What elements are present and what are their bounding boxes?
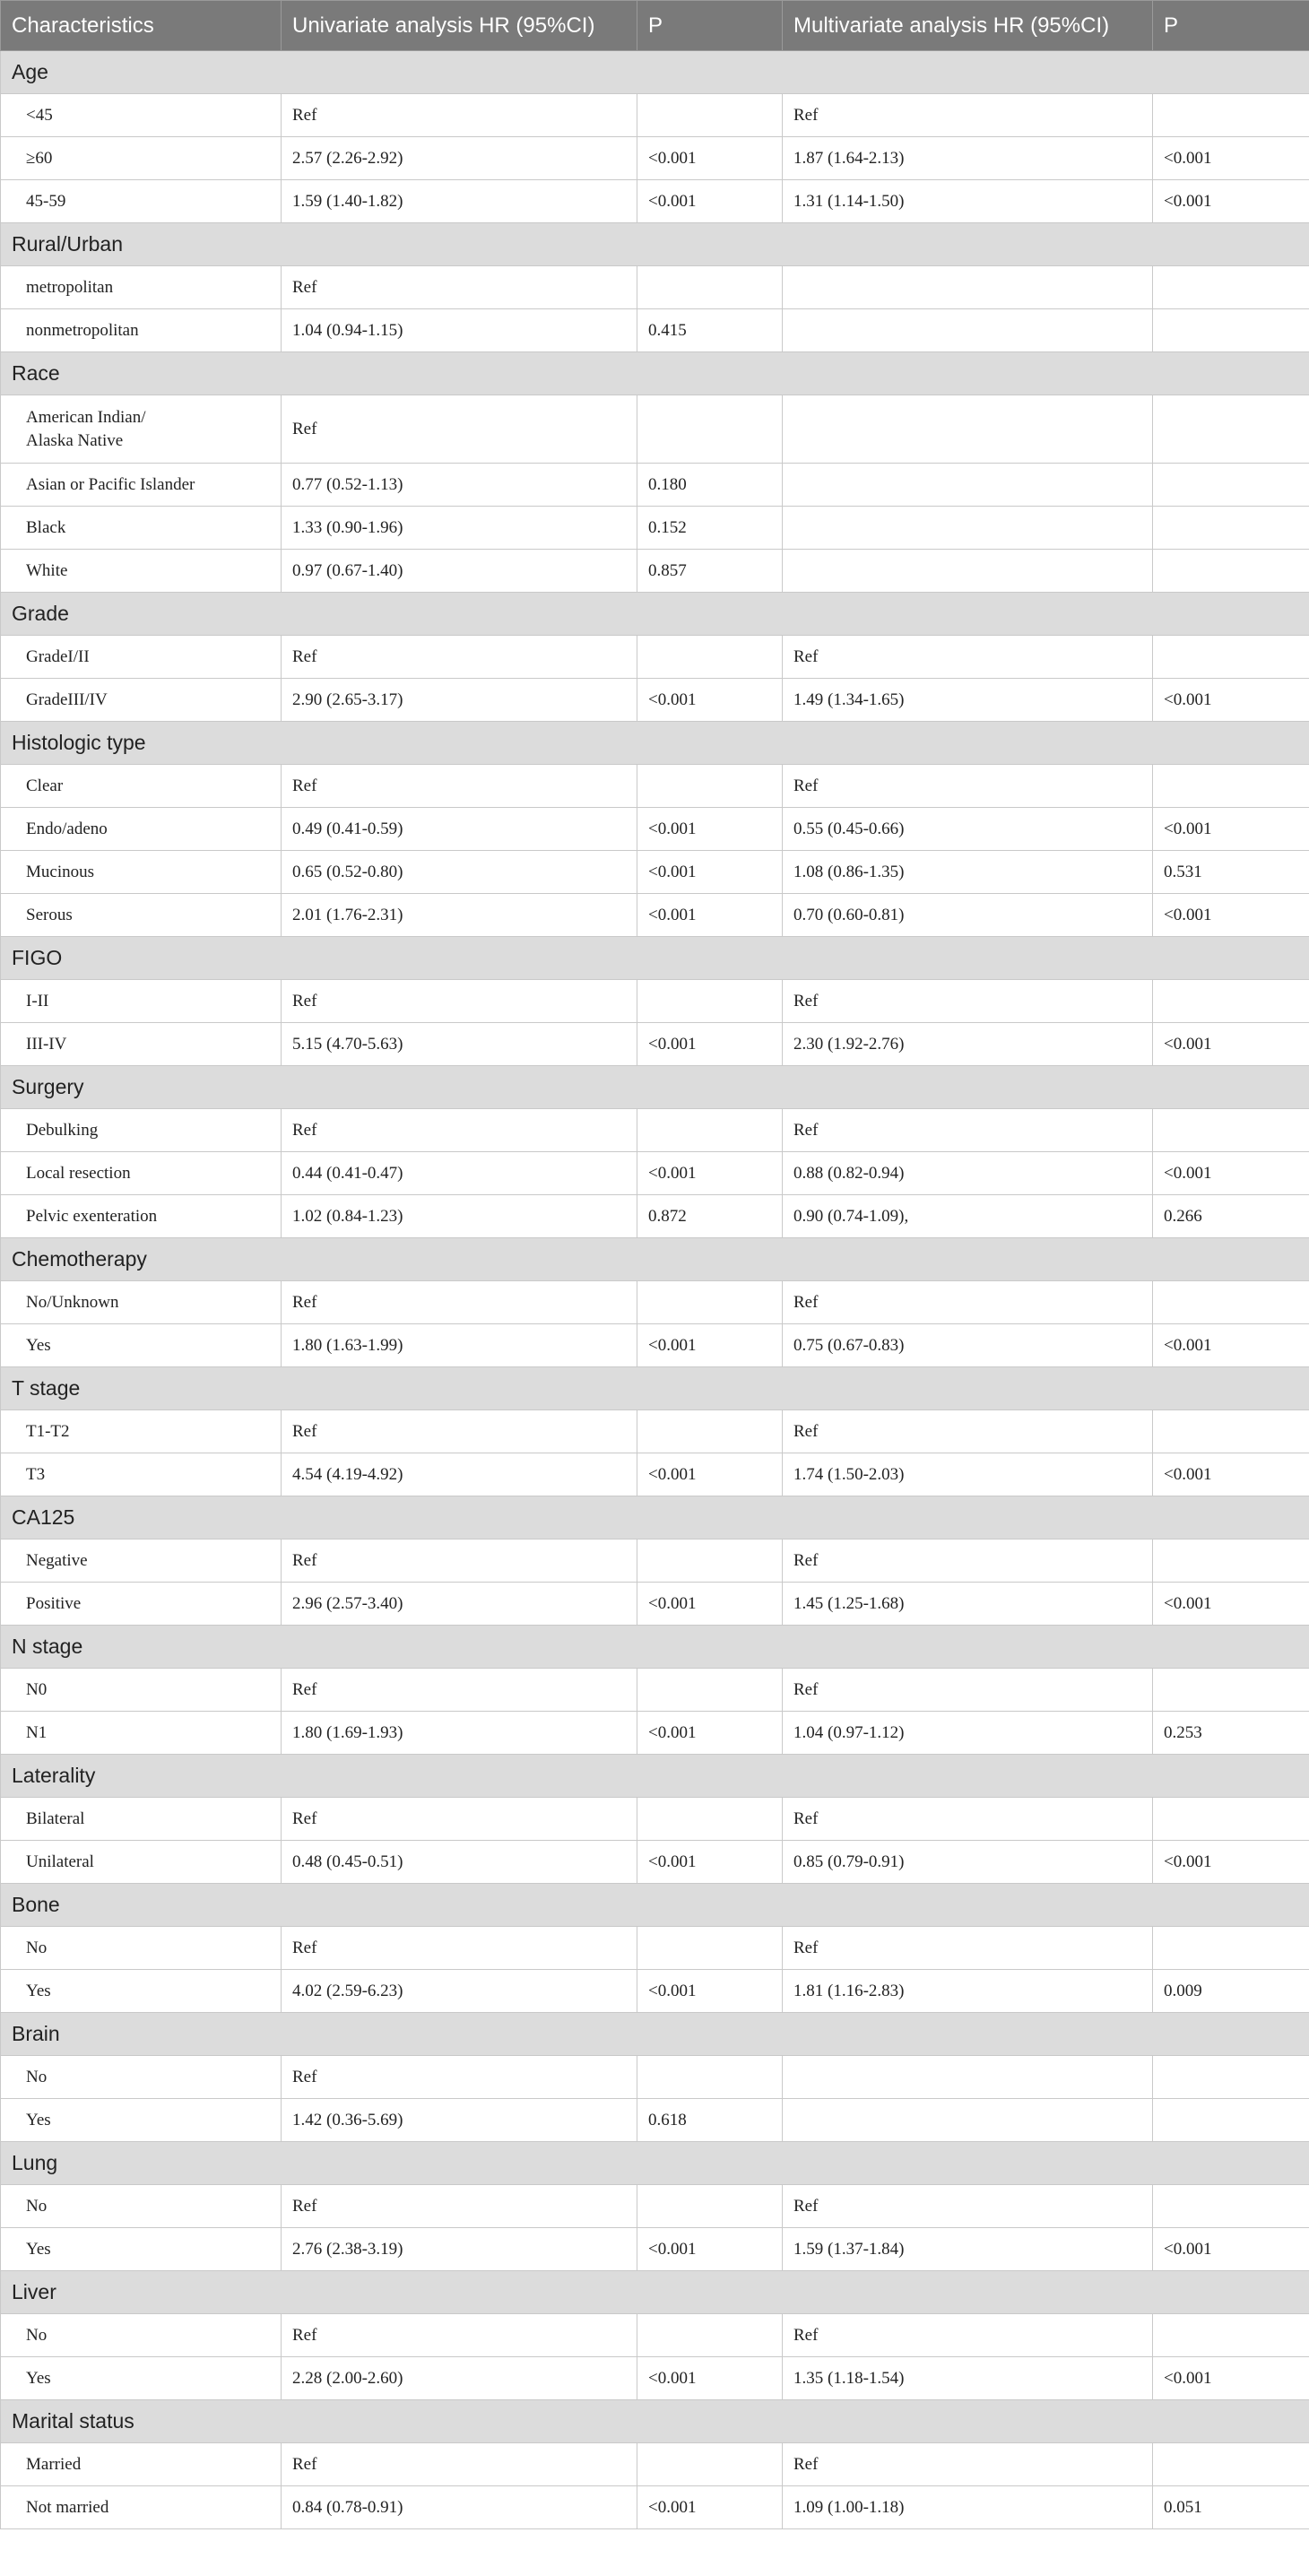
table-row [1, 137, 1309, 180]
multivariate-hr-cell: 0.90 (0.74-1.09), [783, 1195, 1153, 1238]
table-row [1, 1410, 1309, 1453]
univariate-p-cell: 0.180 [637, 464, 783, 507]
table-row [1, 180, 1309, 223]
table-row [1, 1583, 1309, 1626]
section-title: CA125 [1, 1496, 1309, 1540]
multivariate-hr-cell [783, 550, 1153, 593]
section-row [1, 352, 1309, 395]
univariate-hr-cell: 1.80 (1.69-1.93) [282, 1712, 637, 1755]
row-label: Yes [1, 2099, 282, 2142]
univariate-hr-cell: 1.02 (0.84-1.23) [282, 1195, 637, 1238]
table-row [1, 507, 1309, 550]
univariate-hr-cell: 4.54 (4.19-4.92) [282, 1453, 637, 1496]
multivariate-p-cell [1153, 2099, 1309, 2142]
row-label: 45-59 [1, 180, 282, 223]
section-title: Age [1, 51, 1309, 94]
section-row [1, 1496, 1309, 1540]
univariate-hr-cell: 2.76 (2.38-3.19) [282, 2228, 637, 2271]
univariate-p-cell [637, 2314, 783, 2357]
univariate-p-cell: <0.001 [637, 1023, 783, 1066]
multivariate-hr-cell: 0.85 (0.79-0.91) [783, 1841, 1153, 1884]
multivariate-hr-cell: 1.59 (1.37-1.84) [783, 2228, 1153, 2271]
section-title: Bone [1, 1884, 1309, 1927]
table-row [1, 2056, 1309, 2099]
univariate-p-cell [637, 1927, 783, 1970]
table-row [1, 464, 1309, 507]
univariate-hr-cell: 0.49 (0.41-0.59) [282, 808, 637, 851]
multivariate-p-cell [1153, 94, 1309, 137]
row-label-line: Alaska Native [26, 430, 124, 450]
multivariate-p-cell [1153, 2185, 1309, 2228]
table-header [1, 1, 1309, 51]
row-label: Asian or Pacific Islander [1, 464, 282, 507]
table-row [1, 1023, 1309, 1066]
univariate-hr-cell: 2.01 (1.76-2.31) [282, 894, 637, 937]
multivariate-hr-cell [783, 2099, 1153, 2142]
row-label: No [1, 1927, 282, 1970]
table-row [1, 1152, 1309, 1195]
multivariate-p-cell [1153, 464, 1309, 507]
multivariate-p-cell: <0.001 [1153, 1841, 1309, 1884]
table-row [1, 851, 1309, 894]
multivariate-p-cell [1153, 1109, 1309, 1152]
univariate-hr-cell: 4.02 (2.59-6.23) [282, 1970, 637, 2013]
row-label: White [1, 550, 282, 593]
univariate-hr-cell: 0.44 (0.41-0.47) [282, 1152, 637, 1195]
table-row [1, 1324, 1309, 1367]
univariate-hr-cell: 2.90 (2.65-3.17) [282, 679, 637, 722]
multivariate-hr-cell: 1.87 (1.64-2.13) [783, 137, 1153, 180]
multivariate-p-cell: <0.001 [1153, 1152, 1309, 1195]
multivariate-p-cell [1153, 1927, 1309, 1970]
univariate-hr-cell: Ref [282, 266, 637, 309]
univariate-p-cell: <0.001 [637, 2486, 783, 2529]
section-row [1, 1066, 1309, 1109]
section-title: Lung [1, 2142, 1309, 2185]
multivariate-hr-cell: 1.45 (1.25-1.68) [783, 1583, 1153, 1626]
row-label: Pelvic exenteration [1, 1195, 282, 1238]
multivariate-p-cell: <0.001 [1153, 2357, 1309, 2400]
univariate-p-cell [637, 2443, 783, 2486]
multivariate-hr-cell: Ref [783, 636, 1153, 679]
multivariate-hr-cell [783, 464, 1153, 507]
multivariate-hr-cell [783, 507, 1153, 550]
row-label: GradeI/II [1, 636, 282, 679]
section-row [1, 2271, 1309, 2314]
table-row [1, 1841, 1309, 1884]
table-row [1, 894, 1309, 937]
univariate-p-cell [637, 2056, 783, 2099]
univariate-p-cell: <0.001 [637, 679, 783, 722]
row-label: No [1, 2056, 282, 2099]
multivariate-p-cell [1153, 2314, 1309, 2357]
section-title: Laterality [1, 1755, 1309, 1798]
multivariate-p-cell: <0.001 [1153, 2228, 1309, 2271]
row-label: I-II [1, 980, 282, 1023]
row-label: Clear [1, 765, 282, 808]
row-label: N1 [1, 1712, 282, 1755]
multivariate-hr-cell: Ref [783, 2185, 1153, 2228]
table-row [1, 2099, 1309, 2142]
multivariate-p-cell: <0.001 [1153, 1023, 1309, 1066]
univariate-hr-cell: Ref [282, 1109, 637, 1152]
section-row [1, 2013, 1309, 2056]
multivariate-p-cell: <0.001 [1153, 180, 1309, 223]
row-label: Married [1, 2443, 282, 2486]
univariate-p-cell [637, 266, 783, 309]
section-row [1, 1367, 1309, 1410]
multivariate-hr-cell: Ref [783, 94, 1153, 137]
multivariate-hr-cell: Ref [783, 1798, 1153, 1841]
multivariate-p-cell [1153, 395, 1309, 464]
univariate-p-cell: <0.001 [637, 1841, 783, 1884]
row-label: ≥60 [1, 137, 282, 180]
multivariate-hr-cell: Ref [783, 1281, 1153, 1324]
multivariate-hr-cell: Ref [783, 1669, 1153, 1712]
multivariate-hr-cell: Ref [783, 980, 1153, 1023]
univariate-hr-cell: Ref [282, 1669, 637, 1712]
univariate-p-cell: <0.001 [637, 2357, 783, 2400]
row-label: Negative [1, 1540, 282, 1583]
row-label: Debulking [1, 1109, 282, 1152]
row-label: Black [1, 507, 282, 550]
univariate-p-cell [637, 636, 783, 679]
section-row [1, 1755, 1309, 1798]
univariate-p-cell [637, 94, 783, 137]
univariate-p-cell: <0.001 [637, 1583, 783, 1626]
multivariate-p-cell [1153, 1798, 1309, 1841]
multivariate-p-cell [1153, 636, 1309, 679]
table-row [1, 309, 1309, 352]
table-row [1, 1669, 1309, 1712]
multivariate-hr-cell: Ref [783, 2314, 1153, 2357]
row-label: Bilateral [1, 1798, 282, 1841]
table-row [1, 679, 1309, 722]
univariate-p-cell [637, 395, 783, 464]
section-row [1, 1626, 1309, 1669]
row-label: Yes [1, 2228, 282, 2271]
header-p-univariate: P [637, 1, 783, 51]
univariate-hr-cell: 1.33 (0.90-1.96) [282, 507, 637, 550]
row-label-line: American Indian/ [26, 407, 146, 427]
univariate-hr-cell: Ref [282, 2314, 637, 2357]
row-label: Serous [1, 894, 282, 937]
univariate-hr-cell: 1.59 (1.40-1.82) [282, 180, 637, 223]
multivariate-p-cell: 0.009 [1153, 1970, 1309, 2013]
multivariate-hr-cell: 1.49 (1.34-1.65) [783, 679, 1153, 722]
univariate-p-cell: 0.152 [637, 507, 783, 550]
univariate-p-cell [637, 1410, 783, 1453]
multivariate-p-cell: <0.001 [1153, 808, 1309, 851]
header-p-multivariate: P [1153, 1, 1309, 51]
row-label: Mucinous [1, 851, 282, 894]
table-row [1, 2228, 1309, 2271]
multivariate-p-cell: <0.001 [1153, 1583, 1309, 1626]
univariate-hr-cell: Ref [282, 980, 637, 1023]
table-row [1, 2185, 1309, 2228]
univariate-p-cell: <0.001 [637, 137, 783, 180]
row-label: Positive [1, 1583, 282, 1626]
header-multivariate: Multivariate analysis HR (95%CI) [783, 1, 1153, 51]
header-row [1, 1, 1309, 51]
multivariate-hr-cell [783, 2056, 1153, 2099]
univariate-hr-cell: Ref [282, 2056, 637, 2099]
univariate-p-cell: <0.001 [637, 1712, 783, 1755]
row-label: T3 [1, 1453, 282, 1496]
table-row [1, 2357, 1309, 2400]
univariate-p-cell: <0.001 [637, 180, 783, 223]
univariate-p-cell: 0.872 [637, 1195, 783, 1238]
section-row [1, 1884, 1309, 1927]
multivariate-hr-cell: 1.81 (1.16-2.83) [783, 1970, 1153, 2013]
univariate-p-cell: <0.001 [637, 1152, 783, 1195]
univariate-p-cell: <0.001 [637, 1970, 783, 2013]
section-row [1, 51, 1309, 94]
multivariate-p-cell: 0.051 [1153, 2486, 1309, 2529]
multivariate-hr-cell: 0.88 (0.82-0.94) [783, 1152, 1153, 1195]
univariate-hr-cell: 5.15 (4.70-5.63) [282, 1023, 637, 1066]
table-row [1, 2314, 1309, 2357]
multivariate-hr-cell: Ref [783, 1540, 1153, 1583]
row-label: Unilateral [1, 1841, 282, 1884]
univariate-hr-cell: 0.48 (0.45-0.51) [282, 1841, 637, 1884]
multivariate-p-cell: <0.001 [1153, 137, 1309, 180]
univariate-hr-cell: 0.97 (0.67-1.40) [282, 550, 637, 593]
multivariate-p-cell [1153, 2443, 1309, 2486]
row-label: Yes [1, 2357, 282, 2400]
table-row [1, 636, 1309, 679]
univariate-p-cell: <0.001 [637, 851, 783, 894]
row-label: Yes [1, 1970, 282, 2013]
section-row [1, 722, 1309, 765]
row-label: No [1, 2185, 282, 2228]
multivariate-p-cell [1153, 765, 1309, 808]
univariate-p-cell: <0.001 [637, 1324, 783, 1367]
univariate-p-cell [637, 1109, 783, 1152]
header-characteristics: Characteristics [1, 1, 282, 51]
row-label: GradeIII/IV [1, 679, 282, 722]
table-row [1, 395, 1309, 464]
multivariate-p-cell: <0.001 [1153, 679, 1309, 722]
univariate-hr-cell: Ref [282, 1798, 637, 1841]
univariate-hr-cell: Ref [282, 1540, 637, 1583]
table-row [1, 1927, 1309, 1970]
univariate-hr-cell: 0.84 (0.78-0.91) [282, 2486, 637, 2529]
multivariate-hr-cell: 1.09 (1.00-1.18) [783, 2486, 1153, 2529]
table-row [1, 1281, 1309, 1324]
multivariate-hr-cell [783, 309, 1153, 352]
section-title: Rural/Urban [1, 223, 1309, 266]
multivariate-hr-cell: Ref [783, 2443, 1153, 2486]
univariate-hr-cell: 1.80 (1.63-1.99) [282, 1324, 637, 1367]
section-title: FIGO [1, 937, 1309, 980]
section-row [1, 937, 1309, 980]
table-row [1, 266, 1309, 309]
univariate-p-cell: <0.001 [637, 2228, 783, 2271]
table-row [1, 550, 1309, 593]
univariate-p-cell [637, 1281, 783, 1324]
multivariate-hr-cell [783, 266, 1153, 309]
multivariate-p-cell: 0.253 [1153, 1712, 1309, 1755]
multivariate-p-cell: 0.266 [1153, 1195, 1309, 1238]
multivariate-hr-cell: 1.04 (0.97-1.12) [783, 1712, 1153, 1755]
multivariate-p-cell [1153, 1281, 1309, 1324]
table-row [1, 1453, 1309, 1496]
univariate-p-cell: <0.001 [637, 894, 783, 937]
row-label: No [1, 2314, 282, 2357]
univariate-hr-cell: 1.42 (0.36-5.69) [282, 2099, 637, 2142]
multivariate-p-cell [1153, 550, 1309, 593]
multivariate-p-cell: <0.001 [1153, 894, 1309, 937]
univariate-p-cell: <0.001 [637, 808, 783, 851]
univariate-hr-cell: 0.65 (0.52-0.80) [282, 851, 637, 894]
row-label: metropolitan [1, 266, 282, 309]
univariate-hr-cell: 1.04 (0.94-1.15) [282, 309, 637, 352]
multivariate-p-cell [1153, 1410, 1309, 1453]
section-title: Grade [1, 593, 1309, 636]
section-title: Histologic type [1, 722, 1309, 765]
univariate-hr-cell: Ref [282, 1927, 637, 1970]
multivariate-p-cell [1153, 2056, 1309, 2099]
multivariate-p-cell [1153, 980, 1309, 1023]
section-title: Liver [1, 2271, 1309, 2314]
univariate-hr-cell: 2.96 (2.57-3.40) [282, 1583, 637, 1626]
row-label: Local resection [1, 1152, 282, 1195]
section-row [1, 1238, 1309, 1281]
multivariate-p-cell: <0.001 [1153, 1324, 1309, 1367]
univariate-hr-cell: Ref [282, 636, 637, 679]
table-row [1, 765, 1309, 808]
section-title: Brain [1, 2013, 1309, 2056]
multivariate-hr-cell: Ref [783, 765, 1153, 808]
multivariate-hr-cell: 1.35 (1.18-1.54) [783, 2357, 1153, 2400]
multivariate-hr-cell: 1.31 (1.14-1.50) [783, 180, 1153, 223]
multivariate-p-cell: 0.531 [1153, 851, 1309, 894]
univariate-hr-cell: Ref [282, 1410, 637, 1453]
univariate-hr-cell: Ref [282, 94, 637, 137]
section-row [1, 2400, 1309, 2443]
table-row [1, 2443, 1309, 2486]
univariate-hr-cell: 0.77 (0.52-1.13) [282, 464, 637, 507]
univariate-p-cell: 0.415 [637, 309, 783, 352]
multivariate-hr-cell: 2.30 (1.92-2.76) [783, 1023, 1153, 1066]
univariate-p-cell: 0.618 [637, 2099, 783, 2142]
univariate-p-cell [637, 1798, 783, 1841]
row-label: Not married [1, 2486, 282, 2529]
univariate-p-cell [637, 980, 783, 1023]
univariate-hr-cell: Ref [282, 395, 637, 464]
header-univariate: Univariate analysis HR (95%CI) [282, 1, 637, 51]
univariate-hr-cell: 2.28 (2.00-2.60) [282, 2357, 637, 2400]
univariate-p-cell [637, 2185, 783, 2228]
univariate-hr-cell: Ref [282, 2443, 637, 2486]
multivariate-hr-cell: 0.55 (0.45-0.66) [783, 808, 1153, 851]
table-row [1, 1540, 1309, 1583]
multivariate-hr-cell: 0.70 (0.60-0.81) [783, 894, 1153, 937]
table-body [1, 51, 1309, 2529]
section-row [1, 223, 1309, 266]
univariate-hr-cell: Ref [282, 765, 637, 808]
table-row [1, 1970, 1309, 2013]
univariate-hr-cell: Ref [282, 1281, 637, 1324]
multivariate-p-cell [1153, 1540, 1309, 1583]
table-row [1, 2486, 1309, 2529]
multivariate-p-cell [1153, 1669, 1309, 1712]
multivariate-hr-cell [783, 395, 1153, 464]
section-title: T stage [1, 1367, 1309, 1410]
section-title: Chemotherapy [1, 1238, 1309, 1281]
row-label: nonmetropolitan [1, 309, 282, 352]
table-row [1, 980, 1309, 1023]
multivariate-p-cell [1153, 309, 1309, 352]
table-row [1, 1798, 1309, 1841]
univariate-p-cell [637, 1669, 783, 1712]
multivariate-hr-cell: 1.74 (1.50-2.03) [783, 1453, 1153, 1496]
section-title: Surgery [1, 1066, 1309, 1109]
section-row [1, 2142, 1309, 2185]
univariate-p-cell: <0.001 [637, 1453, 783, 1496]
univariate-hr-cell: 2.57 (2.26-2.92) [282, 137, 637, 180]
multivariate-p-cell [1153, 507, 1309, 550]
table-row [1, 1712, 1309, 1755]
section-title: N stage [1, 1626, 1309, 1669]
section-title: Race [1, 352, 1309, 395]
row-label: No/Unknown [1, 1281, 282, 1324]
univariate-p-cell: 0.857 [637, 550, 783, 593]
row-label [1, 395, 282, 464]
row-label: III-IV [1, 1023, 282, 1066]
univariate-hr-cell: Ref [282, 2185, 637, 2228]
univariate-p-cell [637, 1540, 783, 1583]
multivariate-p-cell [1153, 266, 1309, 309]
section-row [1, 593, 1309, 636]
row-label: T1-T2 [1, 1410, 282, 1453]
multivariate-hr-cell: Ref [783, 1109, 1153, 1152]
table-row [1, 1109, 1309, 1152]
table-row [1, 94, 1309, 137]
row-label: Endo/adeno [1, 808, 282, 851]
row-label: Yes [1, 1324, 282, 1367]
row-label: N0 [1, 1669, 282, 1712]
multivariate-hr-cell: Ref [783, 1927, 1153, 1970]
multivariate-p-cell: <0.001 [1153, 1453, 1309, 1496]
multivariate-hr-cell: 1.08 (0.86-1.35) [783, 851, 1153, 894]
row-label: <45 [1, 94, 282, 137]
multivariate-hr-cell: Ref [783, 1410, 1153, 1453]
multivariate-hr-cell: 0.75 (0.67-0.83) [783, 1324, 1153, 1367]
table-row [1, 1195, 1309, 1238]
univariate-p-cell [637, 765, 783, 808]
section-title: Marital status [1, 2400, 1309, 2443]
table-row [1, 808, 1309, 851]
